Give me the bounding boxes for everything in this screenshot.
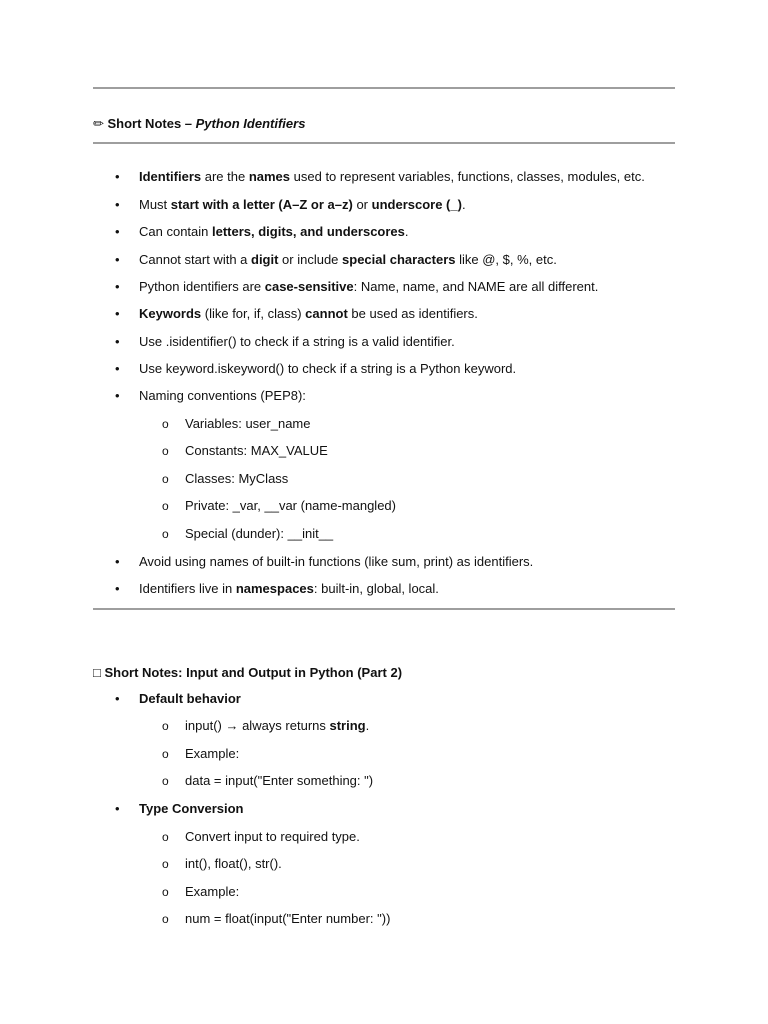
sub-list-item: [185, 471, 288, 487]
sub-list-item: [185, 443, 328, 459]
sub-bullet-marker: o: [162, 417, 169, 431]
sub-list-item: [185, 884, 239, 900]
text-segment: special characters: [342, 252, 456, 267]
top-divider: [93, 87, 675, 89]
text-segment: namespaces: [235, 581, 314, 596]
text-segment: or include: [278, 252, 343, 267]
section1-bottom-divider: [93, 608, 675, 610]
text-segment: names: [248, 169, 291, 184]
sub-bullet-marker: o: [162, 472, 169, 486]
bullet-marker: •: [115, 691, 120, 706]
bullet-marker: •: [115, 306, 120, 321]
list-item: [139, 801, 244, 817]
section1-title-prefix: ✏ Short Notes –: [93, 116, 196, 131]
text-segment: letters, digits, and underscores: [212, 224, 405, 239]
list-item: [139, 361, 516, 377]
text-segment: data = input("Enter something: "): [185, 773, 374, 788]
sub-bullet-marker: o: [162, 747, 169, 761]
text-segment: Default behavior: [139, 691, 241, 706]
sub-list-item: [185, 773, 373, 789]
sub-list-item: [185, 746, 239, 762]
bullet-marker: •: [115, 801, 120, 816]
bullet-marker: •: [115, 197, 120, 212]
list-item: [139, 169, 645, 185]
text-segment: : Name, name, and NAME are all different.: [353, 279, 599, 294]
list-item: [139, 197, 466, 213]
bullet-marker: •: [115, 388, 120, 403]
text-segment: start with a letter (A–Z or a–z): [170, 197, 353, 212]
text-segment: num = float(input("Enter number: ")): [185, 911, 391, 926]
sub-list-item: [185, 829, 360, 845]
section2-title: Short Notes: Input and Output in Python (Part 2): [104, 665, 403, 680]
text-segment: digit: [251, 252, 279, 267]
text-segment: Convert input to required type.: [185, 829, 360, 844]
text-segment: .: [461, 197, 466, 212]
text-segment: case-sensitive: [264, 279, 354, 294]
sub-list-item: [185, 416, 311, 432]
text-segment: be used as identifiers.: [347, 306, 478, 321]
list-item: [139, 554, 533, 570]
sub-bullet-marker: o: [162, 444, 169, 458]
bullet-marker: •: [115, 581, 120, 596]
text-segment: Special (dunder): __init__: [185, 526, 334, 541]
text-segment: Identifiers live in: [139, 581, 236, 596]
text-segment: like @, $, %, etc.: [455, 252, 557, 267]
text-segment: Keywords: [139, 306, 202, 321]
sub-bullet-marker: o: [162, 499, 169, 513]
sub-bullet-marker: o: [162, 774, 169, 788]
text-segment: : built-in, global, local.: [313, 581, 439, 596]
section1-title-italic: Python Identifiers: [195, 116, 306, 131]
sub-bullet-marker: o: [162, 830, 169, 844]
text-segment: (like for, if, class): [201, 306, 306, 321]
sub-list-item: [185, 911, 390, 927]
text-segment: .: [404, 224, 409, 239]
list-item: [139, 581, 439, 597]
text-segment: int(), float(), str().: [185, 856, 282, 871]
sub-bullet-marker: o: [162, 857, 169, 871]
text-segment: Example:: [185, 884, 240, 899]
text-segment: Python identifiers are: [139, 279, 265, 294]
list-item: [139, 388, 306, 404]
list-item: [139, 691, 241, 707]
sub-list-item: [185, 718, 369, 734]
text-segment: Use keyword.iskeyword() to check if a string is a Python keyword.: [139, 361, 517, 376]
text-segment: Cannot start with a: [139, 252, 251, 267]
text-segment: are the: [201, 169, 249, 184]
list-item: [139, 279, 598, 295]
text-segment: or: [352, 197, 372, 212]
text-segment: used to represent variables, functions, classes, modules, etc.: [290, 169, 645, 184]
text-segment: Example:: [185, 746, 240, 761]
text-segment: Variables: user_name: [185, 416, 311, 431]
sub-bullet-marker: o: [162, 912, 169, 926]
sub-list-item: [185, 498, 396, 514]
bullet-marker: •: [115, 279, 120, 294]
text-segment: Private: _var, __var (name-mangled): [185, 498, 396, 513]
text-segment: input() → always returns: [185, 718, 330, 733]
text-segment: Can contain: [139, 224, 212, 239]
bullet-marker: •: [115, 224, 120, 239]
list-item: [139, 306, 478, 322]
list-item: [139, 334, 455, 350]
list-item: [139, 224, 409, 240]
text-segment: underscore (_): [371, 197, 462, 212]
bullet-marker: •: [115, 361, 120, 376]
text-segment: Identifiers: [139, 169, 202, 184]
bullet-marker: •: [115, 169, 120, 184]
list-item: [139, 252, 557, 268]
bullet-marker: •: [115, 334, 120, 349]
missing-glyph-icon: □: [93, 665, 101, 680]
text-segment: Naming conventions (PEP8):: [139, 388, 306, 403]
sub-list-item: [185, 856, 282, 872]
section1-heading-divider: [93, 142, 675, 144]
section2-heading: [93, 665, 402, 680]
text-segment: Classes: MyClass: [185, 471, 289, 486]
bullet-marker: •: [115, 252, 120, 267]
sub-bullet-marker: o: [162, 885, 169, 899]
text-segment: .: [365, 718, 370, 733]
text-segment: Type Conversion: [139, 801, 244, 816]
section1-heading: [93, 116, 305, 132]
sub-bullet-marker: o: [162, 527, 169, 541]
text-segment: cannot: [305, 306, 348, 321]
text-segment: Use .isidentifier() to check if a string is a valid identifier.: [139, 334, 455, 349]
sub-list-item: [185, 526, 333, 542]
bullet-marker: •: [115, 554, 120, 569]
text-segment: string: [329, 718, 366, 733]
text-segment: Avoid using names of built-in functions (like sum, print) as identifiers.: [139, 554, 534, 569]
text-segment: Constants: MAX_VALUE: [185, 443, 328, 458]
sub-bullet-marker: o: [162, 719, 169, 733]
text-segment: Must: [139, 197, 171, 212]
